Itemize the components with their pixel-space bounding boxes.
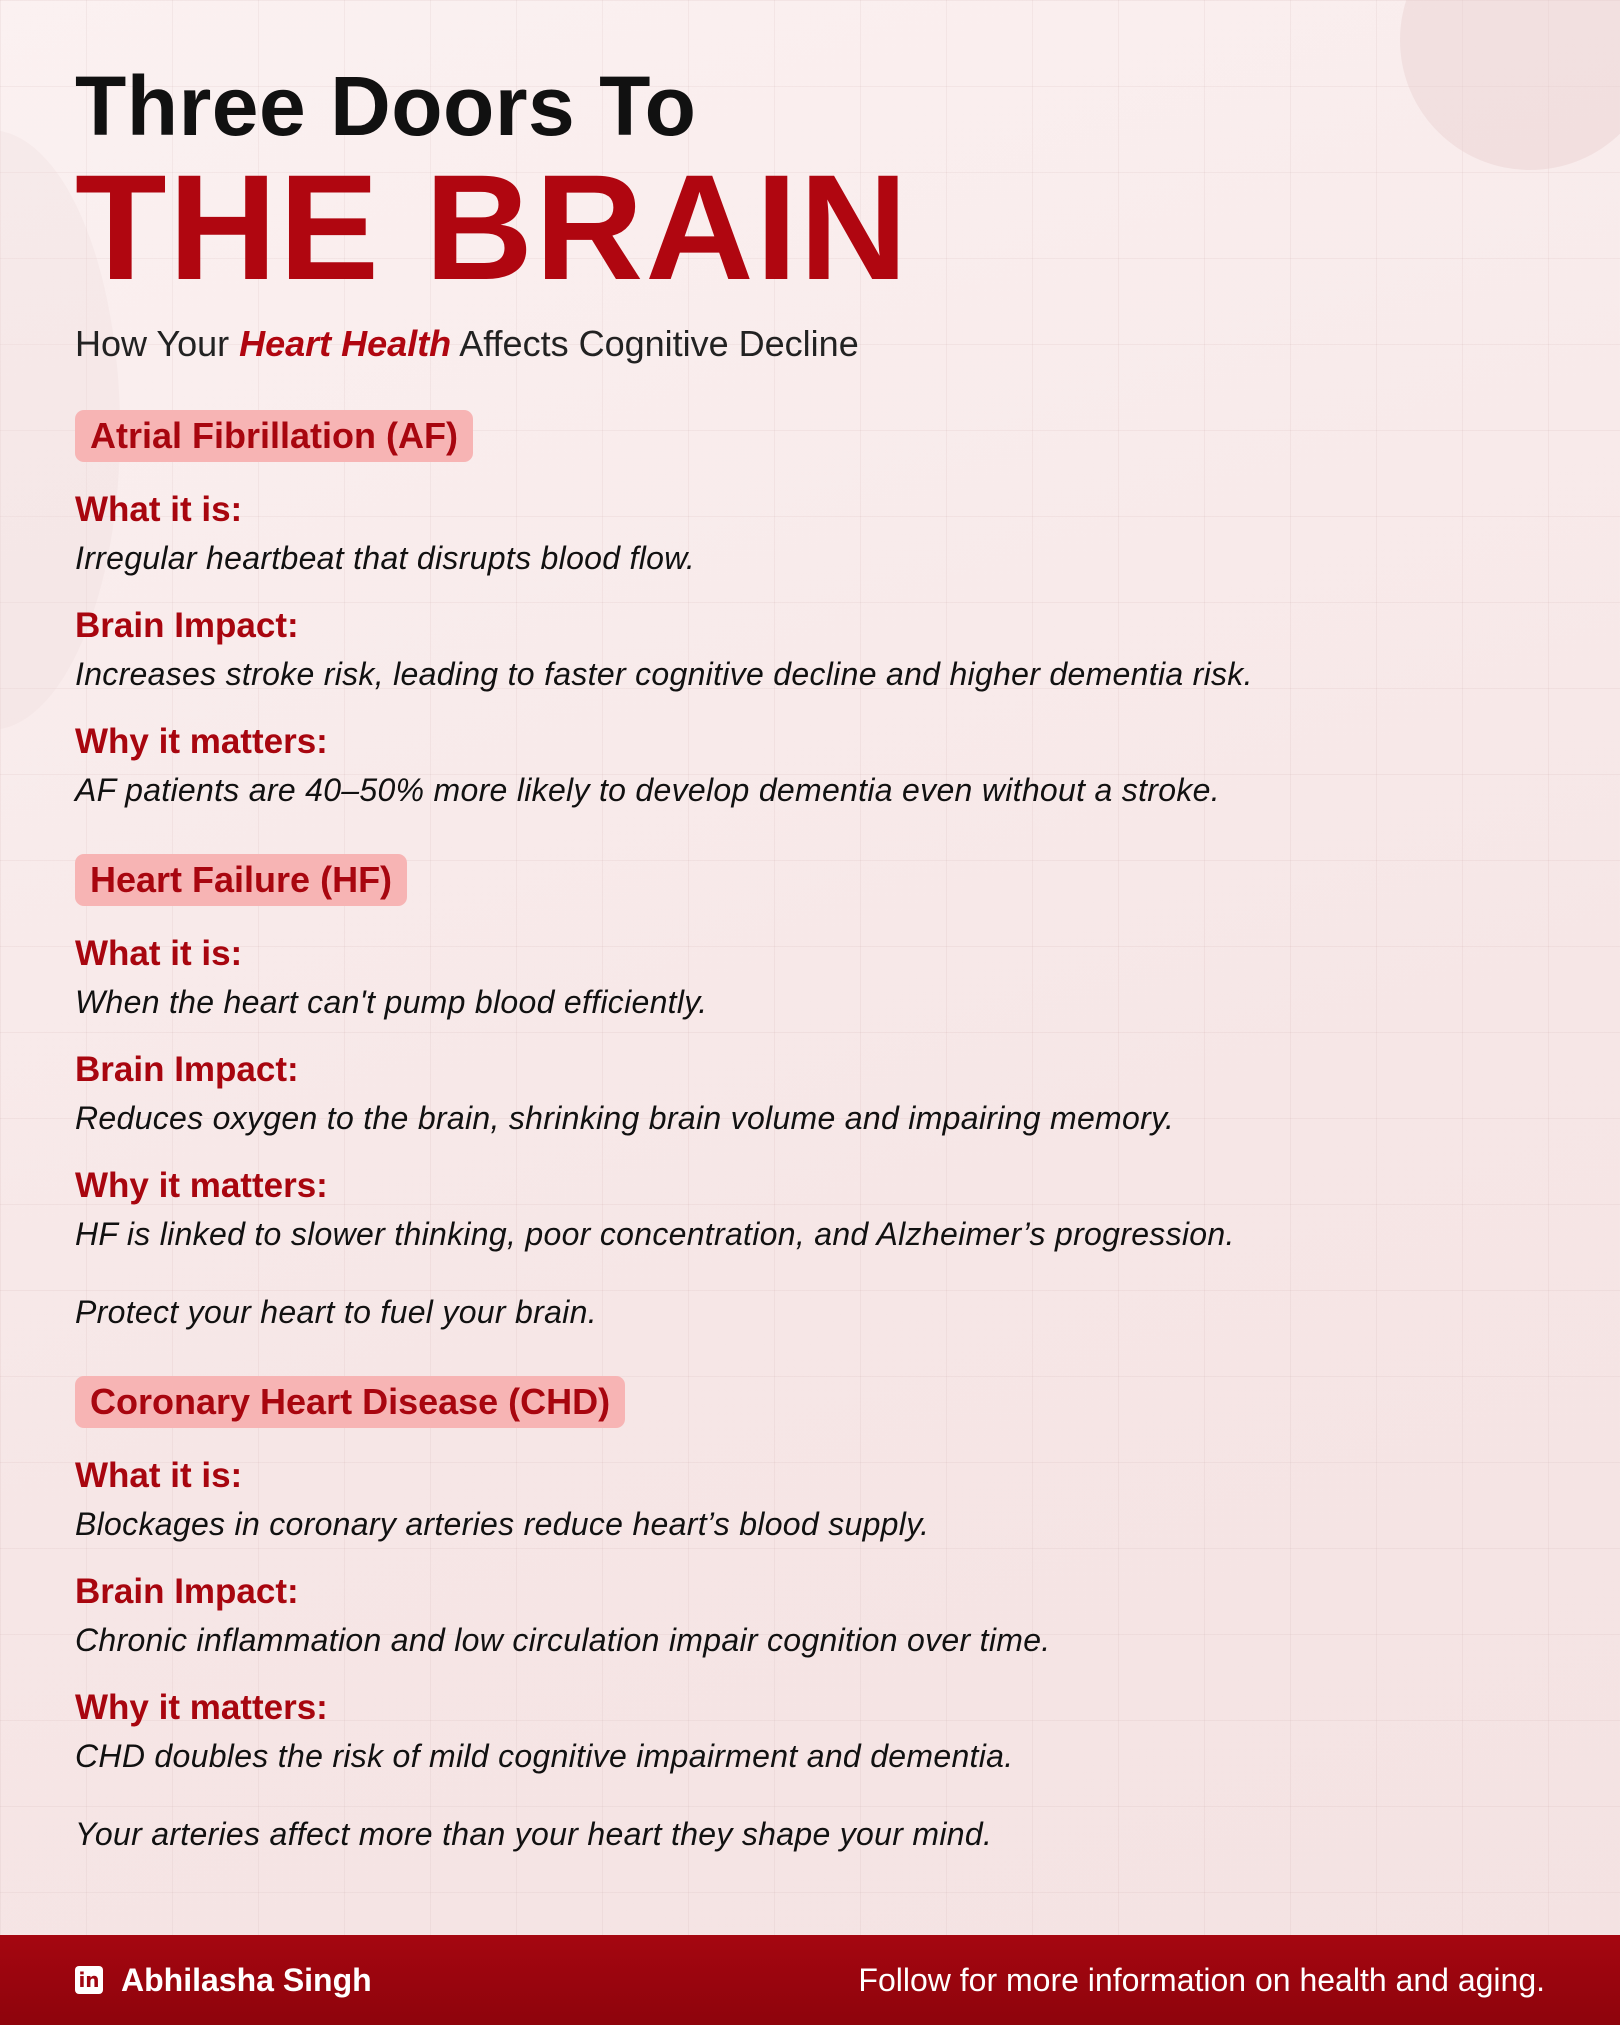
- item-text: Irregular heartbeat that disrupts blood flow.: [75, 540, 696, 576]
- item-brain-impact: [75, 1570, 1545, 1662]
- linkedin-icon: in: [75, 1966, 103, 1994]
- item-text: Blockages in coronary arteries reduce heart’s blood supply.: [75, 1506, 930, 1542]
- subtitle: [75, 322, 1545, 366]
- subtitle-highlight: Heart Health: [239, 323, 452, 364]
- item-text: CHD doubles the risk of mild cognitive impairment and dementia.: [75, 1738, 1014, 1774]
- author-name: Abhilasha Singh: [121, 1961, 372, 1998]
- item-label: Why it matters:: [75, 1688, 328, 1727]
- section-badge: Atrial Fibrillation (AF): [75, 410, 473, 462]
- subtitle-post: Affects Cognitive Decline: [451, 323, 859, 364]
- item-brain-impact: [75, 604, 1545, 696]
- subtitle-pre: How Your: [75, 323, 240, 364]
- item-brain-impact: [75, 1048, 1545, 1140]
- item-text: AF patients are 40–50% more likely to develop dementia even without a stroke.: [75, 772, 1220, 808]
- item-label: Why it matters:: [75, 1166, 328, 1205]
- item-text: Increases stroke risk, leading to faster cognitive decline and higher dementia risk.: [75, 656, 1253, 692]
- item-label: Why it matters:: [75, 722, 328, 761]
- title-line-2: THE BRAIN: [75, 143, 910, 311]
- section-badge: Heart Failure (HF): [75, 854, 407, 906]
- item-label: Brain Impact:: [75, 606, 299, 645]
- section-heart-failure: [75, 854, 1545, 1334]
- item-what-it-is: [75, 1454, 1545, 1546]
- item-text: HF is linked to slower thinking, poor concentration, and Alzheimer’s progression.: [75, 1216, 1235, 1252]
- section-coronary-heart-disease: [75, 1376, 1545, 1856]
- item-why-it-matters: [75, 720, 1545, 812]
- follow-cta: Follow for more information on health and aging.: [858, 1961, 1545, 1998]
- item-what-it-is: [75, 488, 1545, 580]
- item-label: What it is:: [75, 490, 243, 529]
- author-block[interactable]: [75, 1962, 372, 1999]
- item-text: Chronic inflammation and low circulation impair cognition over time.: [75, 1622, 1051, 1658]
- title-line-1: Three Doors To: [75, 59, 697, 153]
- section-badge: Coronary Heart Disease (CHD): [75, 1376, 625, 1428]
- item-label: Brain Impact:: [75, 1572, 299, 1611]
- footer-bar: [0, 1935, 1620, 2025]
- item-label: Brain Impact:: [75, 1050, 299, 1089]
- section-closing-text: Your arteries affect more than your heart they shape your mind.: [75, 1816, 993, 1852]
- section-closing-text: Protect your heart to fuel your brain.: [75, 1294, 597, 1330]
- item-why-it-matters: [75, 1164, 1545, 1256]
- item-text: Reduces oxygen to the brain, shrinking brain volume and impairing memory.: [75, 1100, 1175, 1136]
- section-atrial-fibrillation: [75, 410, 1545, 812]
- item-label: What it is:: [75, 934, 243, 973]
- item-text: When the heart can't pump blood efficiently.: [75, 984, 708, 1020]
- item-what-it-is: [75, 932, 1545, 1024]
- item-label: What it is:: [75, 1456, 243, 1495]
- item-why-it-matters: [75, 1686, 1545, 1778]
- main-content: [75, 60, 1545, 1856]
